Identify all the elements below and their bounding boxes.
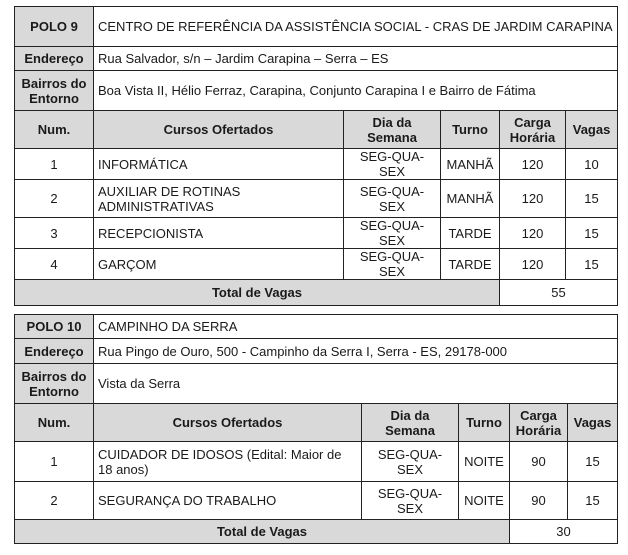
row-turno: NOITE [459, 482, 510, 520]
bairros-label: Bairros do Entorno [15, 364, 94, 404]
table-row [15, 482, 618, 520]
row-num: 1 [15, 442, 94, 482]
total-label: Total de Vagas [15, 280, 500, 306]
header-turno: Turno [441, 111, 500, 149]
polo-name: CAMPINHO DA SERRA [94, 315, 618, 339]
polo-label: POLO 10 [15, 315, 94, 339]
header-dia: Dia da Semana [362, 404, 459, 442]
row-carga: 120 [500, 149, 566, 180]
row-curso: CUIDADOR DE IDOSOS (Edital: Maior de 18 anos) [94, 442, 362, 482]
header-carga: Carga Horária [500, 111, 566, 149]
row-num: 2 [15, 482, 94, 520]
header-vagas: Vagas [568, 404, 618, 442]
row-dia: SEG-QUA-SEX [344, 149, 441, 180]
row-num: 3 [15, 218, 94, 249]
header-num: Num. [15, 404, 94, 442]
row-curso: GARÇOM [94, 249, 344, 280]
row-dia: SEG-QUA-SEX [362, 482, 459, 520]
row-vagas: 15 [568, 442, 618, 482]
row-vagas: 15 [568, 482, 618, 520]
row-vagas: 15 [566, 180, 618, 218]
row-vagas: 10 [566, 149, 618, 180]
table-row [15, 249, 618, 280]
row-turno: NOITE [459, 442, 510, 482]
bairros-value: Vista da Serra [94, 364, 618, 404]
row-vagas: 15 [566, 218, 618, 249]
row-curso: AUXILIAR DE ROTINAS ADMINISTRATIVAS [94, 180, 344, 218]
header-curso: Cursos Ofertados [94, 111, 344, 149]
table-row [15, 180, 618, 218]
row-dia: SEG-QUA-SEX [344, 249, 441, 280]
row-turno: MANHÃ [441, 149, 500, 180]
total-label: Total de Vagas [15, 520, 510, 544]
row-dia: SEG-QUA-SEX [344, 218, 441, 249]
polo-name: CENTRO DE REFERÊNCIA DA ASSISTÊNCIA SOCIAL - CRAS DE JARDIM CARAPINA [94, 7, 618, 47]
row-dia: SEG-QUA-SEX [362, 442, 459, 482]
header-dia: Dia da Semana [344, 111, 441, 149]
row-turno: TARDE [441, 218, 500, 249]
row-carga: 120 [500, 218, 566, 249]
row-turno: TARDE [441, 249, 500, 280]
table-row [15, 149, 618, 180]
row-vagas: 15 [566, 249, 618, 280]
polo9-table [14, 6, 618, 306]
row-num: 1 [15, 149, 94, 180]
row-curso: RECEPCIONISTA [94, 218, 344, 249]
endereco-value: Rua Pingo de Ouro, 500 - Campinho da Serra I, Serra - ES, 29178-000 [94, 339, 618, 364]
total-value: 30 [510, 520, 618, 544]
row-num: 4 [15, 249, 94, 280]
row-num: 2 [15, 180, 94, 218]
bairros-value: Boa Vista II, Hélio Ferraz, Carapina, Conjunto Carapina I e Bairro de Fátima [94, 71, 618, 111]
table-row [15, 218, 618, 249]
endereco-value: Rua Salvador, s/n – Jardim Carapina – Serra – ES [94, 47, 618, 71]
bairros-label: Bairros do Entorno [15, 71, 94, 111]
row-turno: MANHÃ [441, 180, 500, 218]
endereco-label: Endereço [15, 339, 94, 364]
row-carga: 120 [500, 180, 566, 218]
row-curso: SEGURANÇA DO TRABALHO [94, 482, 362, 520]
row-carga: 120 [500, 249, 566, 280]
row-carga: 90 [510, 442, 568, 482]
header-curso: Cursos Ofertados [94, 404, 362, 442]
table-row [15, 442, 618, 482]
polo-label: POLO 9 [15, 7, 94, 47]
header-num: Num. [15, 111, 94, 149]
total-value: 55 [500, 280, 618, 306]
row-carga: 90 [510, 482, 568, 520]
polo10-table [14, 314, 618, 544]
endereco-label: Endereço [15, 47, 94, 71]
header-carga: Carga Horária [510, 404, 568, 442]
row-curso: INFORMÁTICA [94, 149, 344, 180]
header-vagas: Vagas [566, 111, 618, 149]
header-turno: Turno [459, 404, 510, 442]
row-dia: SEG-QUA-SEX [344, 180, 441, 218]
